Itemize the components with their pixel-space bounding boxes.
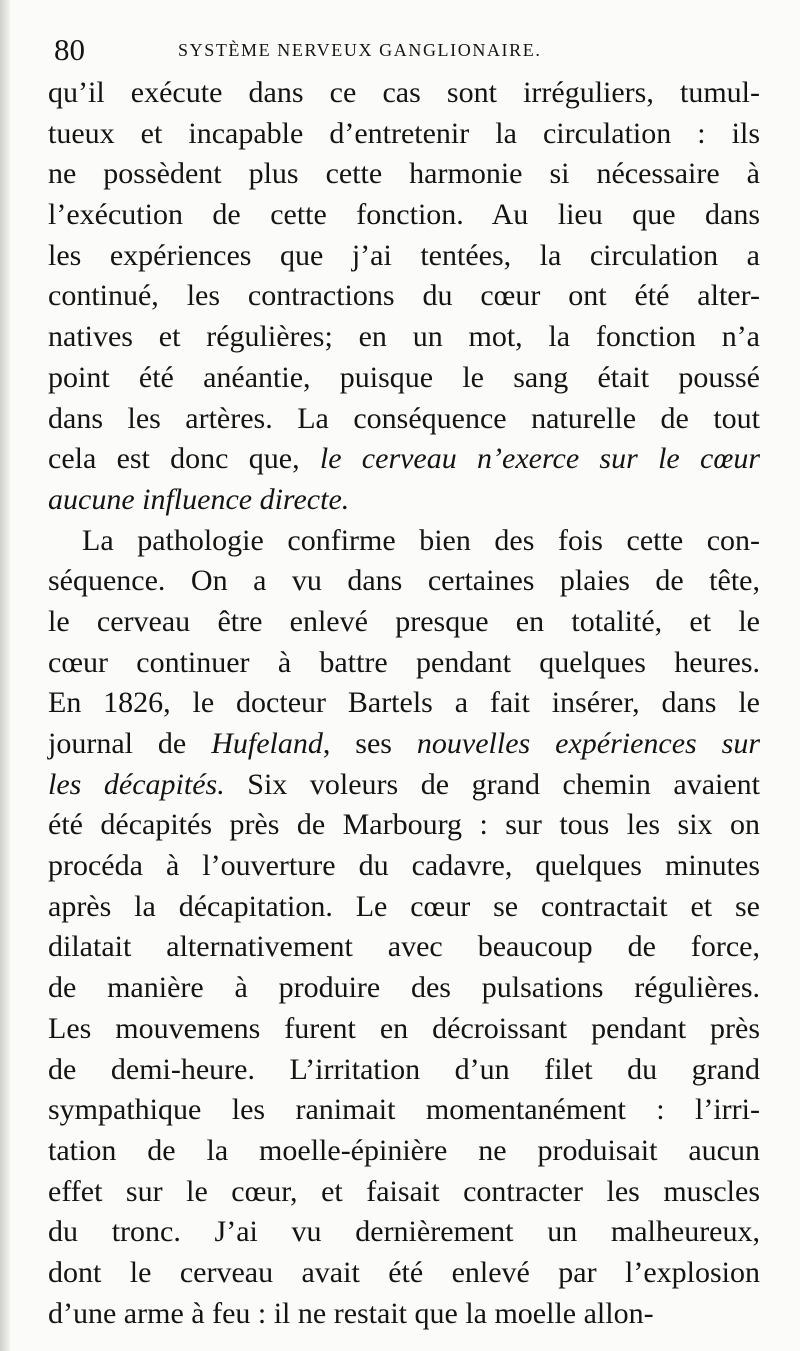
- text-line: [48, 358, 760, 399]
- text-line: [48, 276, 760, 317]
- text-run: sympathique les ranimait momentanément : l’irri-: [48, 1093, 760, 1127]
- text-run: été décapités près de Marbourg : sur tous les six on: [48, 808, 760, 842]
- body-text: [48, 73, 760, 1334]
- paragraph: [48, 521, 760, 1335]
- text-line: [48, 521, 760, 562]
- text-line: [48, 561, 760, 602]
- text-line: [48, 846, 760, 887]
- text-run: point été anéantie, puisque le sang était poussé: [48, 360, 760, 394]
- text-run: cela est donc que,: [48, 442, 320, 476]
- text-line: [48, 154, 760, 195]
- text-run: le cerveau être enlevé presque en totalité, et le: [48, 604, 760, 638]
- text-line: [48, 1090, 760, 1131]
- page-gutter-shadow: [0, 0, 10, 1351]
- text-line: [48, 1172, 760, 1213]
- text-run: du tronc. J’ai vu dernièrement un malheureux,: [48, 1215, 760, 1249]
- text-run: tation de la moelle-épinière ne produisait aucun: [48, 1133, 760, 1167]
- text-line: [48, 399, 760, 440]
- text-line: [48, 968, 760, 1009]
- text-line: [48, 73, 760, 114]
- text-line: [48, 683, 760, 724]
- text-line: [48, 1212, 760, 1253]
- text-run: de manière à produire des pulsations régulières.: [48, 971, 760, 1005]
- text-line: [48, 1131, 760, 1172]
- text-run: procéda à l’ouverture du cadavre, quelques minutes: [48, 849, 760, 883]
- italic-text: les décapités.: [48, 767, 225, 801]
- text-line: [48, 887, 760, 928]
- text-run: journal de: [48, 727, 212, 760]
- text-line: [48, 114, 760, 155]
- text-run: natives et régulières; en un mot, la fonction n’a: [48, 320, 760, 354]
- italic-text: Hufeland: [211, 727, 323, 760]
- text-run: La pathologie confirme bien des fois cette con-: [82, 523, 760, 557]
- text-run: dont le cerveau avait été enlevé par l’explosion: [48, 1255, 760, 1289]
- text-line: [48, 1009, 760, 1050]
- text-run: , ses: [322, 727, 417, 760]
- text-run: de demi-heure. L’irritation d’un filet du grand: [48, 1052, 760, 1086]
- text-line: [48, 765, 760, 806]
- page-header: [54, 30, 764, 70]
- text-run: effet sur le cœur, et faisait contracter les muscles: [48, 1174, 760, 1208]
- text-run: séquence. On a vu dans certaines plaies de tête,: [48, 564, 760, 598]
- text-run: après la décapitation. Le cœur se contractait et se: [48, 889, 760, 923]
- running-title: SYSTÈME NERVEUX GANGLIONAIRE.: [178, 40, 542, 60]
- italic-text: aucune influence directe.: [48, 482, 350, 516]
- text-line: [48, 1050, 760, 1091]
- text-line: [48, 480, 760, 521]
- text-line: [48, 1294, 760, 1335]
- text-run: Les mouvemens furent en décroissant pendant près: [48, 1011, 760, 1045]
- page-number: 80: [54, 32, 85, 67]
- text-line: [48, 195, 760, 236]
- text-line: [48, 1253, 760, 1294]
- text-line: [48, 439, 760, 480]
- text-line: [48, 805, 760, 846]
- text-run: En 1826, le docteur Bartels a fait insérer, dans le: [48, 686, 760, 720]
- text-line: [48, 602, 760, 643]
- text-run: dilatait alternativement avec beaucoup de force,: [48, 930, 760, 964]
- text-line: [48, 724, 760, 765]
- text-run: dans les artères. La conséquence naturelle de tout: [48, 401, 760, 435]
- text-run: continué, les contractions du cœur ont été alter-: [48, 279, 760, 313]
- text-line: [48, 236, 760, 277]
- text-run: qu’il exécute dans ce cas sont irréguliers, tumul-: [48, 76, 760, 109]
- paragraph: [48, 73, 760, 521]
- text-run: cœur continuer à battre pendant quelques heures.: [48, 645, 760, 679]
- text-line: [48, 643, 760, 684]
- text-run: tueux et incapable d’entretenir la circulation : ils: [48, 116, 760, 150]
- text-run: ne possèdent plus cette harmonie si nécessaire à: [48, 157, 760, 191]
- italic-text: le cerveau n’exerce sur le cœur: [319, 442, 760, 476]
- text-run: les expériences que j’ai tentées, la circulation a: [48, 238, 760, 272]
- text-line: [48, 317, 760, 358]
- italic-text: nouvelles expériences sur: [416, 727, 761, 760]
- text-run: l’exécution de cette fonction. Au lieu que dans: [48, 198, 760, 232]
- text-line: [48, 927, 760, 968]
- text-run: Six voleurs de grand chemin avaient: [224, 767, 761, 801]
- text-run: d’une arme à feu : il ne restait que la moelle allon-: [48, 1296, 654, 1330]
